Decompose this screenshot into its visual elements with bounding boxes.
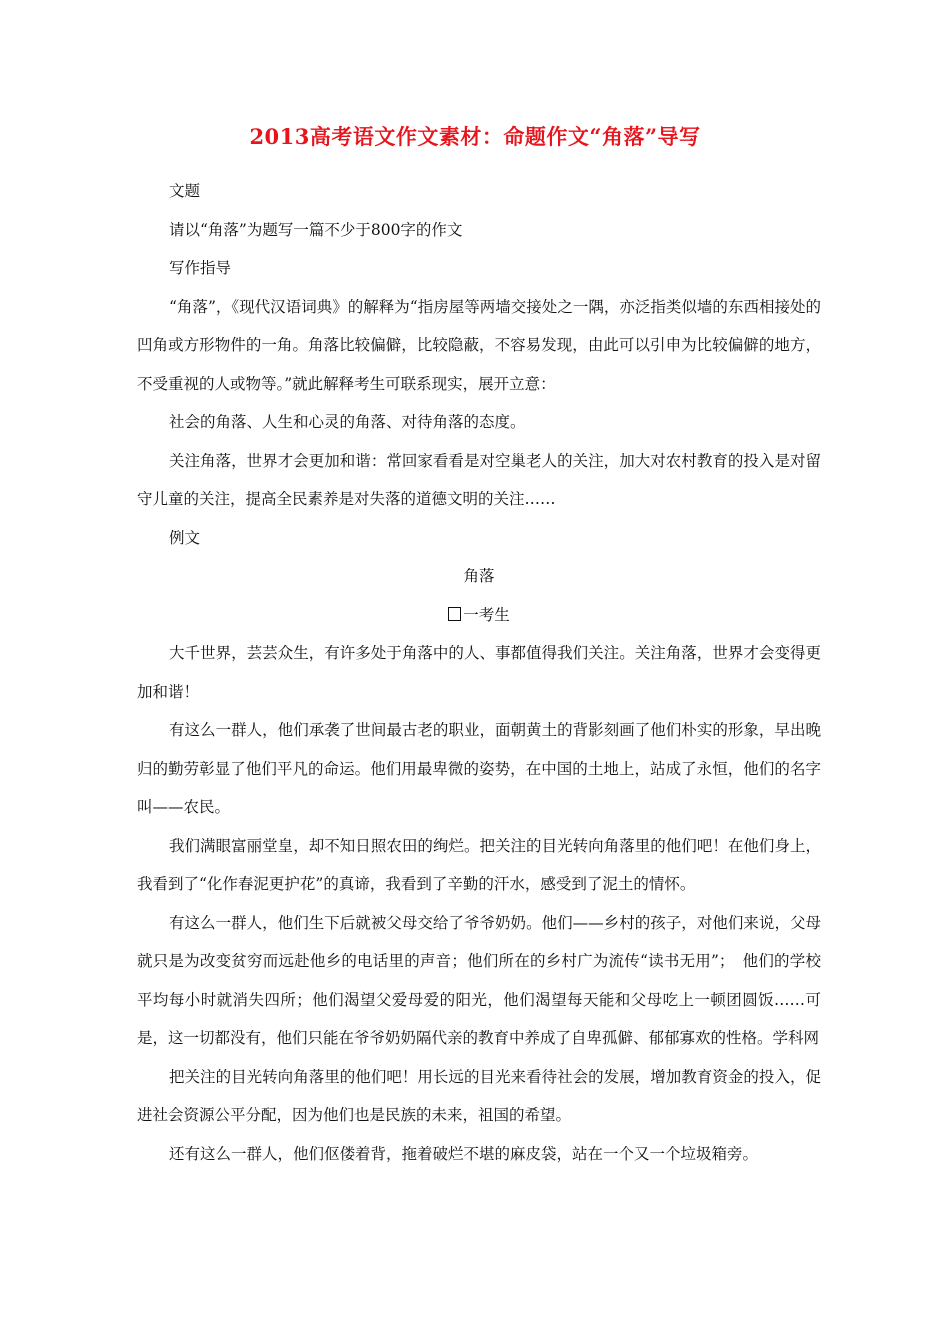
guide-paragraph: “角落”，《现代汉语词典》的解释为“指房屋等两墙交接处之一隅，亦泛指类似墙的东西相接处的凹角或方形物件的一角。角落比较偏僻，比较隐蔽，不容易发现，由此可以引申为比较偏僻的地方，不受重视的人或物等。”就此解释考生可联系现实，展开立意： <box>137 297 821 393</box>
essay-paragraph: 大千世界，芸芸众生，有许多处于角落中的人、事都值得我们关注。关注角落，世界才会变得更加和谐！ <box>137 644 821 701</box>
label-example: 例文 <box>169 528 201 547</box>
essay-paragraph: 还有这么一群人，他们伛偻着背，拖着破烂不堪的麻皮袋，站在一个又一个垃圾箱旁。 <box>169 1144 759 1163</box>
essay-author-line <box>137 596 821 635</box>
essay-author: 一考生 <box>463 605 510 624</box>
essay-paragraph: 把关注的目光转向角落里的他们吧！用长远的目光来看待社会的发展，增加教育资金的投入，促进社会资源公平分配，因为他们也是民族的未来，祖国的希望。 <box>137 1067 821 1124</box>
document-body <box>137 172 821 1173</box>
essay-paragraph: 我们满眼富丽堂皇，却不知日照农田的绚烂。把关注的目光转向角落里的他们吧！在他们身上，我看到了“化作春泥更护花”的真谛，我看到了辛勤的汗水，感受到了泥土的情怀。 <box>137 836 821 893</box>
essay-prompt: 请以“角落”为题写一篇不少于800字的作文 <box>169 220 463 239</box>
document-title: 2013高考语文作文素材：命题作文“角落”导写 <box>249 124 701 149</box>
guide-paragraph: 社会的角落、人生和心灵的角落、对待角落的态度。 <box>169 413 526 431</box>
guide-paragraph: 关注角落，世界才会更加和谐：常回家看看是对空巢老人的关注，加大对农村教育的投入是对留守儿童的关注，提高全民素养是对失落的道德文明的关注…… <box>137 451 821 508</box>
label-writing-guide: 写作指导 <box>169 259 232 277</box>
label-topic: 文题 <box>169 182 201 200</box>
placeholder-box-icon <box>448 607 461 621</box>
essay-title: 角落 <box>463 567 495 585</box>
essay-paragraph: 有这么一群人，他们生下后就被父母交给了爷爷奶奶。他们——乡村的孩子，对他们来说，父母就只是为改变贫穷而远赴他乡的电话里的声音；他们所在的乡村广为流传“读书无用”； 他们的学校平均每小时就消失四所；他们渴望父爱母爱的阳光，他们渴望每天能和父母吃上一顿团圆饭……可是，这一切都没有，他们只能在爷爷奶奶隔代亲的教育中养成了自卑孤僻、郁郁寡欢的性格。学科网 <box>137 913 821 1047</box>
essay-paragraph: 有这么一群人，他们承袭了世间最古老的职业，面朝黄土的背影刻画了他们朴实的形象，早出晚归的勤劳彰显了他们平凡的命运。他们用最卑微的姿势，在中国的土地上，站成了永恒，他们的名字叫——农民。 <box>137 721 821 816</box>
